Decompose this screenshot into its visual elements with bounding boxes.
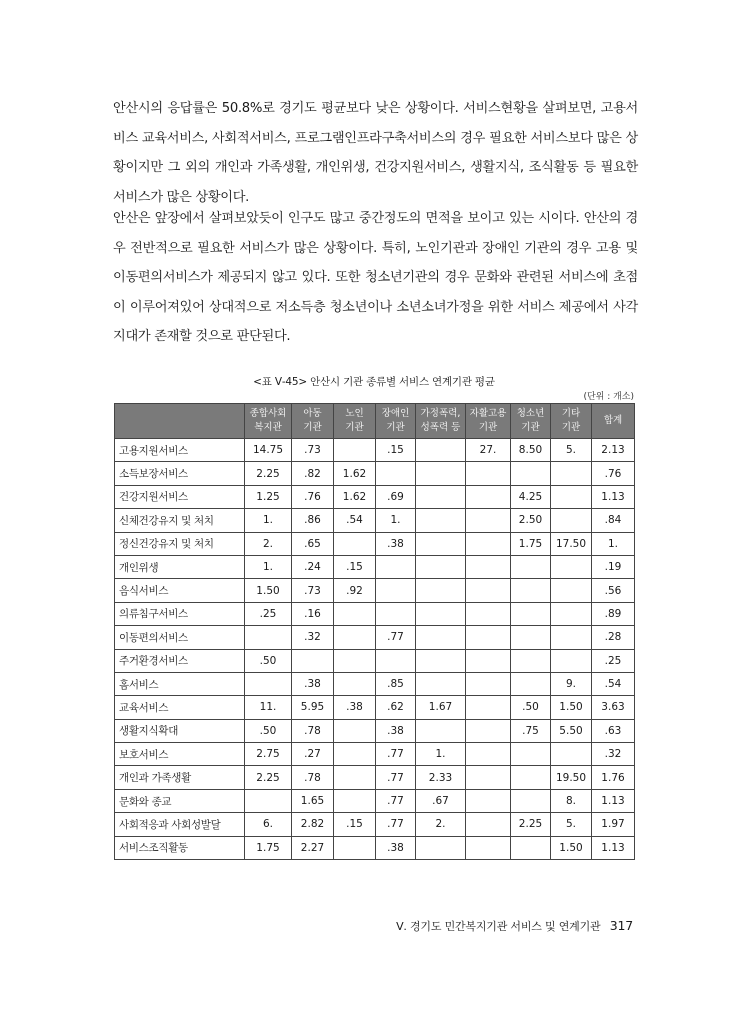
row-label: 이동편의서비스 (115, 626, 245, 649)
header-cell (551, 404, 592, 439)
table-cell (511, 836, 551, 859)
header-line: 기관 (478, 422, 498, 433)
table-cell (376, 602, 416, 625)
header-cell (592, 404, 635, 439)
table-cell: 1. (245, 555, 292, 578)
table-row (115, 462, 635, 485)
table-cell (416, 719, 466, 742)
table-cell: .38 (334, 696, 376, 719)
table-cell (376, 462, 416, 485)
header-line: 청소년 (516, 408, 545, 419)
table-cell: .28 (592, 626, 635, 649)
table-cell: 6. (245, 813, 292, 836)
table-unit: (단위 : 개소) (583, 392, 634, 402)
table-cell: 1. (416, 743, 466, 766)
table-cell: 11. (245, 696, 292, 719)
table-cell: 2.27 (292, 836, 334, 859)
table-row (115, 789, 635, 812)
header-cell (292, 404, 334, 439)
header-line: 기타 (561, 408, 581, 419)
table-cell (334, 602, 376, 625)
table-cell (551, 649, 592, 672)
table-cell: 1.13 (592, 836, 635, 859)
table-cell: .24 (292, 555, 334, 578)
service-linkage-table (114, 403, 635, 860)
table-row (115, 766, 635, 789)
table-cell: .77 (376, 789, 416, 812)
table-cell (511, 626, 551, 649)
running-title: Ⅴ. 경기도 민간복지기관 서비스 및 연계기관 (396, 920, 601, 933)
table-cell: .86 (292, 509, 334, 532)
table-cell: .38 (376, 532, 416, 555)
table-cell (466, 602, 511, 625)
row-label: 문화와 종교 (115, 789, 245, 812)
table-cell: 4.25 (511, 485, 551, 508)
table-cell (334, 532, 376, 555)
table-cell: .38 (292, 672, 334, 695)
table-cell: 2.25 (245, 766, 292, 789)
table-cell (466, 485, 511, 508)
table-cell (551, 743, 592, 766)
table-cell: .50 (511, 696, 551, 719)
table-cell (466, 743, 511, 766)
table-cell: 2. (245, 532, 292, 555)
table-cell (466, 836, 511, 859)
table-cell: .69 (376, 485, 416, 508)
table-cell (466, 509, 511, 532)
header-line: 기관 (521, 422, 540, 433)
table-row (115, 813, 635, 836)
table-cell: 2.13 (592, 439, 635, 462)
table-cell: .82 (292, 462, 334, 485)
header-line: 아동 (303, 408, 322, 419)
table-cell (551, 485, 592, 508)
table-cell (416, 439, 466, 462)
table-cell: .62 (376, 696, 416, 719)
table-cell (466, 649, 511, 672)
table-cell: 1. (592, 532, 635, 555)
row-label: 보호서비스 (115, 743, 245, 766)
table-cell (466, 696, 511, 719)
row-label: 개인과 가족생활 (115, 766, 245, 789)
table-row (115, 696, 635, 719)
table-cell: .56 (592, 579, 635, 602)
table-row (115, 836, 635, 859)
table-cell: .77 (376, 813, 416, 836)
table-cell: 1.13 (592, 789, 635, 812)
table-cell: .65 (292, 532, 334, 555)
table-cell (511, 789, 551, 812)
header-line: 장애인 (381, 408, 410, 419)
row-label: 주거환경서비스 (115, 649, 245, 672)
table-cell: .54 (334, 509, 376, 532)
row-label: 의류침구서비스 (115, 602, 245, 625)
table-cell (511, 649, 551, 672)
table-cell: 17.50 (551, 532, 592, 555)
table-cell: .50 (245, 649, 292, 672)
table-cell: 19.50 (551, 766, 592, 789)
table-cell: 27. (466, 439, 511, 462)
table-cell (466, 626, 511, 649)
header-line: 노인 (345, 408, 364, 419)
table-row (115, 555, 635, 578)
table-row (115, 532, 635, 555)
table-cell: 9. (551, 672, 592, 695)
table-cell: .54 (592, 672, 635, 695)
table-row (115, 602, 635, 625)
page-number: 317 (609, 918, 633, 933)
table-cell (511, 555, 551, 578)
table-cell (334, 789, 376, 812)
table-cell (466, 672, 511, 695)
table-cell: 3.63 (592, 696, 635, 719)
table-cell (416, 626, 466, 649)
row-label: 신체건강유지 및 처치 (115, 509, 245, 532)
table-cell: .73 (292, 439, 334, 462)
table-cell: 2.33 (416, 766, 466, 789)
table-cell: 1.62 (334, 462, 376, 485)
table-cell: 1.65 (292, 789, 334, 812)
table-cell (466, 532, 511, 555)
header-cell (466, 404, 511, 439)
table-cell (466, 813, 511, 836)
table-cell (334, 766, 376, 789)
row-label: 소득보장서비스 (115, 462, 245, 485)
row-label: 사회적응과 사회성발달 (115, 813, 245, 836)
table-cell (466, 789, 511, 812)
table-cell (511, 602, 551, 625)
table-row (115, 485, 635, 508)
header-cell (334, 404, 376, 439)
table-cell (466, 579, 511, 602)
table-cell: .38 (376, 836, 416, 859)
table-header-row (115, 404, 635, 439)
table-cell: .77 (376, 743, 416, 766)
table-cell: .16 (292, 602, 334, 625)
row-label: 서비스조직활동 (115, 836, 245, 859)
table-cell (416, 836, 466, 859)
header-line: 합계 (603, 415, 623, 426)
header-line: 기관 (303, 422, 322, 433)
table-cell: 2.25 (245, 462, 292, 485)
table-cell: .78 (292, 719, 334, 742)
table-cell (245, 789, 292, 812)
table-cell: .85 (376, 672, 416, 695)
table-cell (376, 579, 416, 602)
table-cell: 2. (416, 813, 466, 836)
row-label: 정신건강유지 및 처치 (115, 532, 245, 555)
table-cell: .25 (592, 649, 635, 672)
table-cell (416, 602, 466, 625)
page-footer (396, 918, 633, 934)
table-cell: .73 (292, 579, 334, 602)
table-cell: .76 (592, 462, 635, 485)
table-cell (511, 579, 551, 602)
table-cell (466, 719, 511, 742)
table-cell (416, 555, 466, 578)
table-cell: 1.13 (592, 485, 635, 508)
table-cell: 1.50 (245, 579, 292, 602)
table-cell: 14.75 (245, 439, 292, 462)
table-cell: 5.95 (292, 696, 334, 719)
table-cell: .32 (592, 743, 635, 766)
table-row (115, 579, 635, 602)
table-cell (292, 649, 334, 672)
table-row (115, 672, 635, 695)
table-cell: 2.75 (245, 743, 292, 766)
table-cell: .76 (292, 485, 334, 508)
table-row (115, 509, 635, 532)
table-cell: .27 (292, 743, 334, 766)
header-cell (245, 404, 292, 439)
table-cell: .38 (376, 719, 416, 742)
table-cell: 2.25 (511, 813, 551, 836)
table-cell: .84 (592, 509, 635, 532)
table-cell: 1. (376, 509, 416, 532)
table-cell: 5. (551, 439, 592, 462)
header-line: 복지관 (254, 422, 282, 433)
table-cell (466, 766, 511, 789)
header-line: 종합사회 (249, 408, 287, 419)
table-cell: .63 (592, 719, 635, 742)
table-cell: .32 (292, 626, 334, 649)
table-cell: .25 (245, 602, 292, 625)
header-line: 기관 (345, 422, 364, 433)
table-cell: .19 (592, 555, 635, 578)
table-caption: <표 Ⅴ-45> 안산시 기관 종류별 서비스 연계기관 평균 (253, 376, 495, 388)
table-cell: 5. (551, 813, 592, 836)
table-cell (511, 462, 551, 485)
table-cell: 1. (245, 509, 292, 532)
table-cell (416, 672, 466, 695)
table-cell (466, 555, 511, 578)
table-cell: 1.97 (592, 813, 635, 836)
table-cell (376, 649, 416, 672)
table-cell: .77 (376, 626, 416, 649)
table-cell: 8.50 (511, 439, 551, 462)
table-cell: .75 (511, 719, 551, 742)
table-cell: .15 (334, 555, 376, 578)
table-cell: 1.75 (245, 836, 292, 859)
table-cell (551, 579, 592, 602)
table-cell (416, 579, 466, 602)
header-cell (376, 404, 416, 439)
table-cell (551, 602, 592, 625)
table-cell (416, 532, 466, 555)
header-cell (511, 404, 551, 439)
table-cell (334, 836, 376, 859)
table-cell (334, 649, 376, 672)
table-cell (511, 672, 551, 695)
table-cell: 8. (551, 789, 592, 812)
table-cell (334, 439, 376, 462)
header-line: 기관 (386, 422, 405, 433)
body-paragraph-1: 안산시의 응답률은 50.8%로 경기도 평균보다 낮은 상황이다. 서비스현황을 살펴보면, 고용서비스 교육서비스, 사회적서비스, 프로그램인프라구축서비스의 경우 필요한 서비스보다 많은 상황이지만 그 외의 개인과 가족생활, 개인위생, 건강지원서비스, 생활지식, 조식활동 등 필요한 서비스가 많은 상황이다. (113, 101, 638, 205)
header-line: 성폭력 등 (420, 422, 461, 433)
row-label: 건강지원서비스 (115, 485, 245, 508)
table-cell: 1.75 (511, 532, 551, 555)
header-line: 기관 (561, 422, 581, 433)
table-cell: 1.67 (416, 696, 466, 719)
table-cell: .15 (334, 813, 376, 836)
table-cell (334, 743, 376, 766)
table-cell: .78 (292, 766, 334, 789)
row-label: 개인위생 (115, 555, 245, 578)
header-cell-blank (115, 404, 245, 439)
row-label: 교육서비스 (115, 696, 245, 719)
table-cell (551, 626, 592, 649)
table-cell: 1.25 (245, 485, 292, 508)
table-cell (334, 672, 376, 695)
table-body (115, 439, 635, 860)
table-cell (416, 649, 466, 672)
table-cell (551, 462, 592, 485)
row-label: 생활지식확대 (115, 719, 245, 742)
table-cell (334, 719, 376, 742)
table-cell (245, 626, 292, 649)
table-cell (551, 555, 592, 578)
table-row (115, 626, 635, 649)
table-cell (334, 626, 376, 649)
table-cell (466, 462, 511, 485)
table-cell: 1.50 (551, 836, 592, 859)
table-row (115, 439, 635, 462)
table-cell (245, 672, 292, 695)
row-label: 고용지원서비스 (115, 439, 245, 462)
row-label: 홈서비스 (115, 672, 245, 695)
table-row (115, 719, 635, 742)
table-cell: .67 (416, 789, 466, 812)
table-cell (376, 555, 416, 578)
table-cell (416, 509, 466, 532)
row-label: 음식서비스 (115, 579, 245, 602)
table-cell: 1.76 (592, 766, 635, 789)
body-paragraph-2: 안산은 앞장에서 살펴보았듯이 인구도 많고 중간정도의 면적을 보이고 있는 시이다. 안산의 경우 전반적으로 필요한 서비스가 많은 상황이다. 특히, 노인기관과 장애인 기관의 경우 고용 및 이동편의서비스가 제공되지 않고 있다. 또한 청소년기관의 경우 문화와 관련된 서비스에 초점이 이루어져있어 상대적으로 저소득층 청소년이나 소년소녀가정을 위한 서비스 제공에서 사각지대가 존재할 것으로 판단된다. (113, 211, 638, 344)
table-cell: .92 (334, 579, 376, 602)
table-cell (416, 462, 466, 485)
table-cell (511, 766, 551, 789)
table-cell (416, 485, 466, 508)
table-cell: .50 (245, 719, 292, 742)
header-cell (416, 404, 466, 439)
table-cell: 2.50 (511, 509, 551, 532)
table-cell: .89 (592, 602, 635, 625)
table-cell (511, 743, 551, 766)
table-row (115, 743, 635, 766)
header-line: 가정폭력, (420, 408, 461, 419)
table-cell: 5.50 (551, 719, 592, 742)
table-cell: .77 (376, 766, 416, 789)
header-line: 자활고용 (469, 408, 507, 419)
table-cell: .15 (376, 439, 416, 462)
table-cell: 2.82 (292, 813, 334, 836)
table-cell (551, 509, 592, 532)
table-cell: 1.50 (551, 696, 592, 719)
table-row (115, 649, 635, 672)
table-cell: 1.62 (334, 485, 376, 508)
